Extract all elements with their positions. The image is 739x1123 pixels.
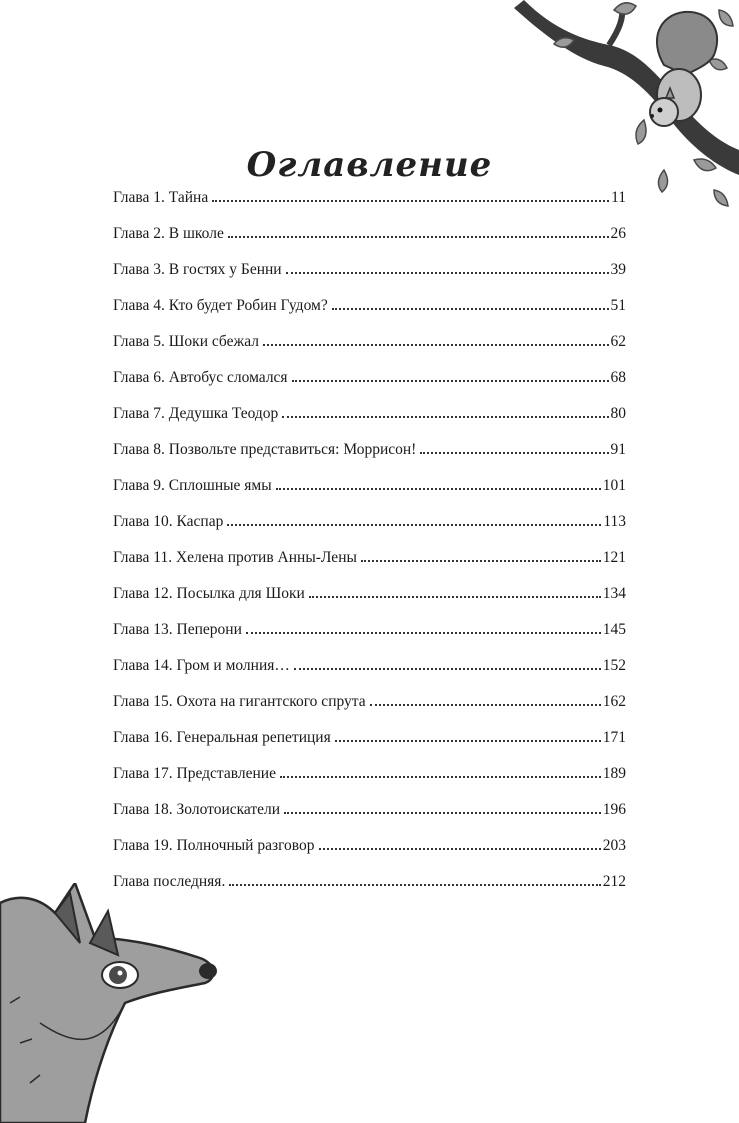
page-number: 189 xyxy=(602,765,626,782)
toc-entry[interactable] xyxy=(113,540,626,576)
chapter-title: Глава 8. Позвольте представиться: Моррисон! xyxy=(113,441,417,458)
chapter-title: Глава 12. Посылка для Шоки xyxy=(113,585,305,602)
squirrel xyxy=(650,12,717,126)
wolf-illustration xyxy=(0,883,260,1123)
chapter-title: Глава 1. Тайна xyxy=(113,189,209,206)
toc-entry[interactable] xyxy=(113,324,626,360)
page-number: 203 xyxy=(602,837,626,854)
chapter-title: Глава последняя. xyxy=(113,873,226,890)
dot-leader xyxy=(370,704,601,706)
dot-leader xyxy=(284,812,601,814)
page-number: 91 xyxy=(610,441,626,458)
page-number: 26 xyxy=(610,225,626,242)
toc-entry[interactable] xyxy=(113,720,626,756)
page-number: 134 xyxy=(602,585,626,602)
toc-entry[interactable] xyxy=(113,180,626,216)
chapter-title: Глава 5. Шоки сбежал xyxy=(113,333,259,350)
dot-leader xyxy=(420,452,608,454)
dot-leader xyxy=(286,272,609,274)
dot-leader xyxy=(276,488,601,490)
dot-leader xyxy=(227,524,601,526)
page-number: 196 xyxy=(602,801,626,818)
wolf-head xyxy=(0,883,217,1123)
chapter-title: Глава 13. Пеперони xyxy=(113,621,242,638)
dot-leader xyxy=(263,344,609,346)
page-number: 113 xyxy=(603,513,626,530)
page-number: 171 xyxy=(602,729,626,746)
toc-entry[interactable] xyxy=(113,468,626,504)
page-number: 152 xyxy=(602,657,626,674)
toc-entry[interactable] xyxy=(113,396,626,432)
chapter-title: Глава 6. Автобус сломался xyxy=(113,369,288,386)
toc-entry[interactable] xyxy=(113,288,626,324)
chapter-title: Глава 17. Представление xyxy=(113,765,276,782)
page-number: 121 xyxy=(602,549,626,566)
toc-entry[interactable] xyxy=(113,432,626,468)
page-title: Оглавление xyxy=(246,144,493,185)
page-number: 80 xyxy=(610,405,626,422)
dot-leader xyxy=(319,848,601,850)
page-number: 39 xyxy=(610,261,626,278)
toc-entry[interactable] xyxy=(113,756,626,792)
dot-leader xyxy=(292,380,609,382)
chapter-title: Глава 15. Охота на гигантского спрута xyxy=(113,693,366,710)
page-number: 51 xyxy=(610,297,626,314)
table-of-contents xyxy=(113,180,626,900)
chapter-title: Глава 3. В гостях у Бенни xyxy=(113,261,282,278)
page-number: 11 xyxy=(611,189,626,206)
page-number: 162 xyxy=(602,693,626,710)
toc-entry[interactable] xyxy=(113,216,626,252)
toc-entry[interactable] xyxy=(113,612,626,648)
toc-entry[interactable] xyxy=(113,792,626,828)
dot-leader xyxy=(309,596,601,598)
dot-leader xyxy=(335,740,601,742)
toc-entry[interactable] xyxy=(113,828,626,864)
toc-entry[interactable] xyxy=(113,504,626,540)
page-number: 145 xyxy=(602,621,626,638)
dot-leader xyxy=(212,200,609,202)
chapter-title: Глава 2. В школе xyxy=(113,225,224,242)
dot-leader xyxy=(332,308,609,310)
chapter-title: Глава 18. Золотоискатели xyxy=(113,801,281,818)
toc-entry[interactable] xyxy=(113,684,626,720)
chapter-title: Глава 9. Сплошные ямы xyxy=(113,477,272,494)
page-number: 68 xyxy=(610,369,626,386)
chapter-title: Глава 19. Полночный разговор xyxy=(113,837,315,854)
dot-leader xyxy=(280,776,601,778)
dot-leader xyxy=(228,236,609,238)
chapter-title: Глава 4. Кто будет Робин Гудом? xyxy=(113,297,328,314)
toc-entry[interactable] xyxy=(113,648,626,684)
dot-leader xyxy=(294,668,601,670)
chapter-title: Глава 11. Хелена против Анны-Лены xyxy=(113,549,357,566)
page-number: 212 xyxy=(602,873,626,890)
dot-leader xyxy=(229,884,600,886)
toc-entry[interactable] xyxy=(113,576,626,612)
toc-entry[interactable] xyxy=(113,360,626,396)
dot-leader xyxy=(361,560,601,562)
page-number: 62 xyxy=(610,333,626,350)
dot-leader xyxy=(246,632,601,634)
toc-entry[interactable] xyxy=(113,252,626,288)
chapter-title: Глава 16. Генеральная репетиция xyxy=(113,729,331,746)
dot-leader xyxy=(282,416,608,418)
chapter-title: Глава 14. Гром и молния… xyxy=(113,657,290,674)
chapter-title: Глава 7. Дедушка Теодор xyxy=(113,405,279,422)
page-number: 101 xyxy=(602,477,626,494)
chapter-title: Глава 10. Каспар xyxy=(113,513,224,530)
